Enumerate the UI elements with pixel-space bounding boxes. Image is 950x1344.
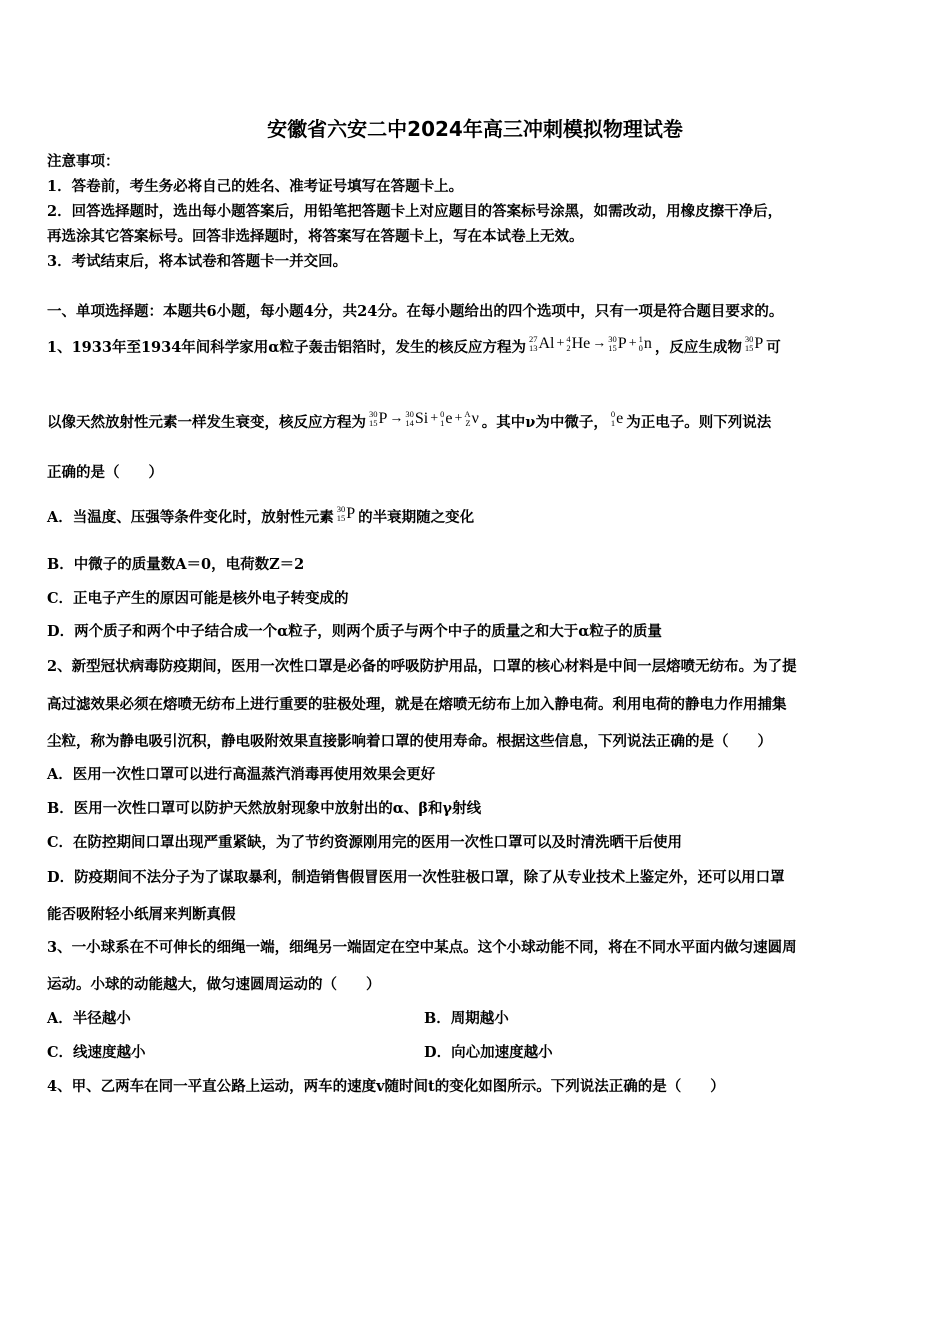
nuclide-he: 4 2 He — [566, 334, 591, 353]
nuclide-neutrino: A Z ν — [464, 409, 479, 428]
q2-stem-line: 高过滤效果必须在熔喷无纺布上进行重要的驻极处理，就是在熔喷无纺布上加入静电荷。利用电荷的静电力作用捕集 — [47, 696, 787, 713]
q1-option-d: D．两个质子和两个中子结合成一个α粒子，则两个质子与两个中子的质量之和大于α粒子的质量 — [47, 623, 662, 640]
nuclide-si: 30 14 Si — [405, 409, 429, 428]
reaction-equation-1: 27 13 Al + 4 2 He → 30 15 P + 1 0 n — [528, 334, 652, 353]
q1-stem-line1 — [47, 334, 781, 358]
q2-stem-line: 2、新型冠状病毒防疫期间，医用一次性口罩是必备的呼吸防护用品，口罩的核心材料是中间一层熔喷无纺布。为了提 — [47, 658, 797, 675]
q3-stem-line: 3、一小球系在不可伸长的细绳一端，细绳另一端固定在空中某点。这个小球动能不同，将在不同水平面内做匀速圆周 — [47, 939, 797, 956]
q2-option-b: B．医用一次性口罩可以防护天然放射现象中放射出的α、β和γ射线 — [47, 800, 482, 817]
nuclide-p-option: 30 15 P — [336, 504, 356, 523]
notice-heading: 注意事项： — [47, 153, 120, 170]
q1-text: 以像天然放射性元素一样发生衰变，核反应方程为 — [47, 414, 366, 431]
q3-option-a: A．半径越小 — [47, 1010, 131, 1027]
q1-text: ，反应生成物 — [654, 339, 742, 356]
q1-option-a: A．当温度、压强等条件变化时，放射性元素 30 15 P 的半衰期随之变化 — [47, 504, 475, 526]
q2-option-d-cont: 能否吸附轻小纸屑来判断真假 — [47, 906, 236, 923]
nuclide-p-inline: 30 15 P — [744, 334, 764, 353]
q1-option-c: C．正电子产生的原因可能是核外电子转变成的 — [47, 590, 349, 607]
q1-text: 1、1933年至1934年间科学家用α粒子轰击铝箔时，发生的核反应方程为 — [47, 339, 526, 356]
notice-item: 再选涂其它答案标号。回答非选择题时，将答案写在答题卡上，写在本试卷上无效。 — [47, 228, 584, 245]
q1-option-b: B．中微子的质量数A＝0，电荷数Z＝2 — [47, 556, 305, 573]
notice-item: 1．答卷前，考生务必将自己的姓名、准考证号填写在答题卡上。 — [47, 178, 464, 195]
page-title: 安徽省六安二中2024年高三冲刺模拟物理试卷 — [267, 117, 683, 141]
q4-stem-line: 4、甲、乙两车在同一平直公路上运动，两车的速度v随时间t的变化如图所示。下列说法正确的是（ ） — [47, 1078, 725, 1095]
q3-option-c: C．线速度越小 — [47, 1044, 146, 1061]
section-heading: 一、单项选择题：本题共6小题，每小题4分，共24分。在每小题给出的四个选项中，只有一项是符合题目要求的。 — [47, 303, 784, 320]
q2-option-d: D．防疫期间不法分子为了谋取暴利，制造销售假冒医用一次性驻极口罩，除了从专业技术上鉴定外，还可以用口罩 — [47, 869, 785, 886]
nuclide-n: 1 0 n — [638, 334, 652, 353]
notice-item: 3．考试结束后，将本试卷和答题卡一并交回。 — [47, 253, 348, 270]
q2-option-a: A．医用一次性口罩可以进行高温蒸汽消毒再使用效果会更好 — [47, 766, 436, 783]
nuclide-e: 0 1 e — [440, 409, 453, 428]
nuclide-positron: 0 1 e — [610, 409, 624, 428]
notice-item: 2．回答选择题时，选出每小题答案后，用铅笔把答题卡上对应题目的答案标号涂黑，如需改动，用橡皮擦干净后， — [47, 203, 783, 220]
q3-option-d: D．向心加速度越小 — [424, 1044, 553, 1061]
q1-text: 为正电子。则下列说法 — [626, 414, 772, 431]
q1-text: 可 — [766, 339, 781, 356]
q2-option-c: C．在防控期间口罩出现严重紧缺，为了节约资源刚用完的医用一次性口罩可以及时清洗晒干后使用 — [47, 834, 683, 851]
nuclide-al: 27 13 Al — [528, 334, 555, 353]
q1-stem-line2 — [47, 409, 772, 433]
q1-text: 。其中ν为中微子， — [481, 414, 608, 431]
nuclide-p: 30 15 P — [608, 334, 627, 353]
reaction-equation-2: 30 15 P → 30 14 Si + 0 1 e + A Z ν — [369, 409, 479, 428]
q2-stem-line: 尘粒，称为静电吸引沉积，静电吸附效果直接影响着口罩的使用寿命。根据这些信息，下列说法正确的是（ ） — [47, 733, 772, 750]
q3-options-row1 — [47, 1009, 509, 1029]
q3-options-row2 — [47, 1043, 553, 1063]
q1-stem-line3: 正确的是（ ） — [47, 464, 163, 481]
q3-stem-line: 运动。小球的动能越大，做匀速圆周运动的（ ） — [47, 976, 381, 993]
q3-option-b: B．周期越小 — [424, 1010, 509, 1027]
